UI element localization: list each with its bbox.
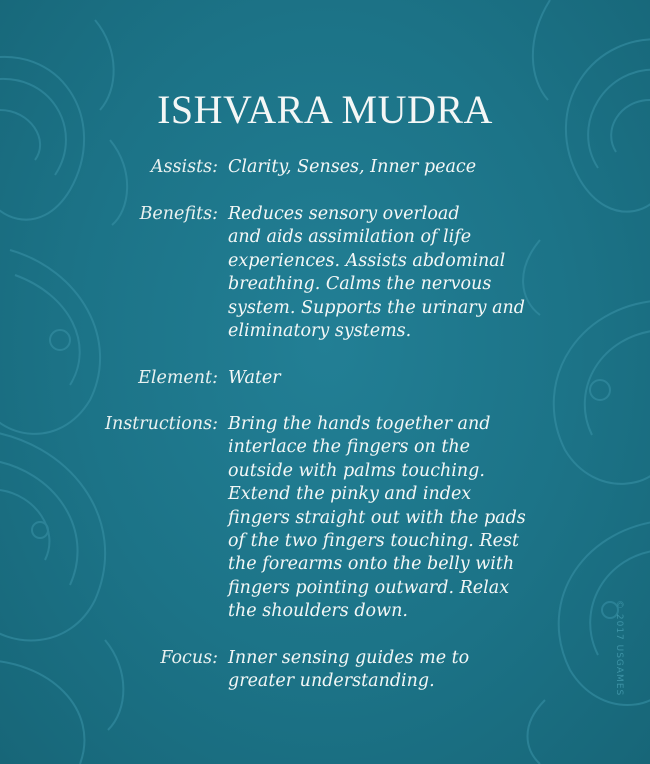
- focus-label: Focus:: [160, 648, 218, 668]
- benefits-line: eliminatory systems.: [228, 321, 412, 342]
- benefits-line: and aids assimilation of life: [228, 227, 472, 248]
- instructions-line: Bring the hands together and: [228, 414, 491, 434]
- element-label: Element:: [138, 368, 218, 388]
- instructions-line: interlace the fingers on the: [228, 437, 471, 458]
- instructions-value: [228, 413, 568, 624]
- instructions-line: fingers straight out with the pads: [228, 507, 526, 528]
- focus-line: Inner sensing guides me to: [228, 648, 470, 668]
- benefits-line: experiences. Assists abdominal: [228, 250, 506, 271]
- instructions-label: Instructions:: [105, 414, 218, 434]
- benefits-label: Benefits:: [139, 204, 218, 224]
- instructions-line: the shoulders down.: [228, 601, 408, 622]
- focus-line: greater understanding.: [228, 671, 435, 692]
- assists-value: [228, 156, 568, 179]
- assists-line: Clarity, Senses, Inner peace: [228, 157, 477, 177]
- card-title: ISHVARA MUDRA: [157, 87, 493, 132]
- copyright-notice: © 2017 USGAMES: [614, 600, 624, 697]
- benefits-line: Reduces sensory overload: [228, 204, 460, 224]
- instructions-line: of the two fingers touching. Rest: [228, 531, 519, 552]
- instructions-line: Extend the pinky and index: [228, 484, 472, 505]
- instructions-line: outside with palms touching.: [228, 460, 485, 481]
- focus-value: [228, 647, 568, 694]
- element-line: Water: [228, 368, 281, 388]
- instructions-line: fingers pointing outward. Relax: [228, 577, 510, 598]
- benefits-line: breathing. Calms the nervous: [228, 274, 492, 295]
- element-value: [228, 367, 568, 390]
- benefits-line: system. Supports the urinary and: [228, 297, 525, 318]
- instructions-line: the forearms onto the belly with: [228, 554, 515, 575]
- benefits-value: [228, 203, 568, 343]
- assists-label: Assists:: [150, 157, 218, 177]
